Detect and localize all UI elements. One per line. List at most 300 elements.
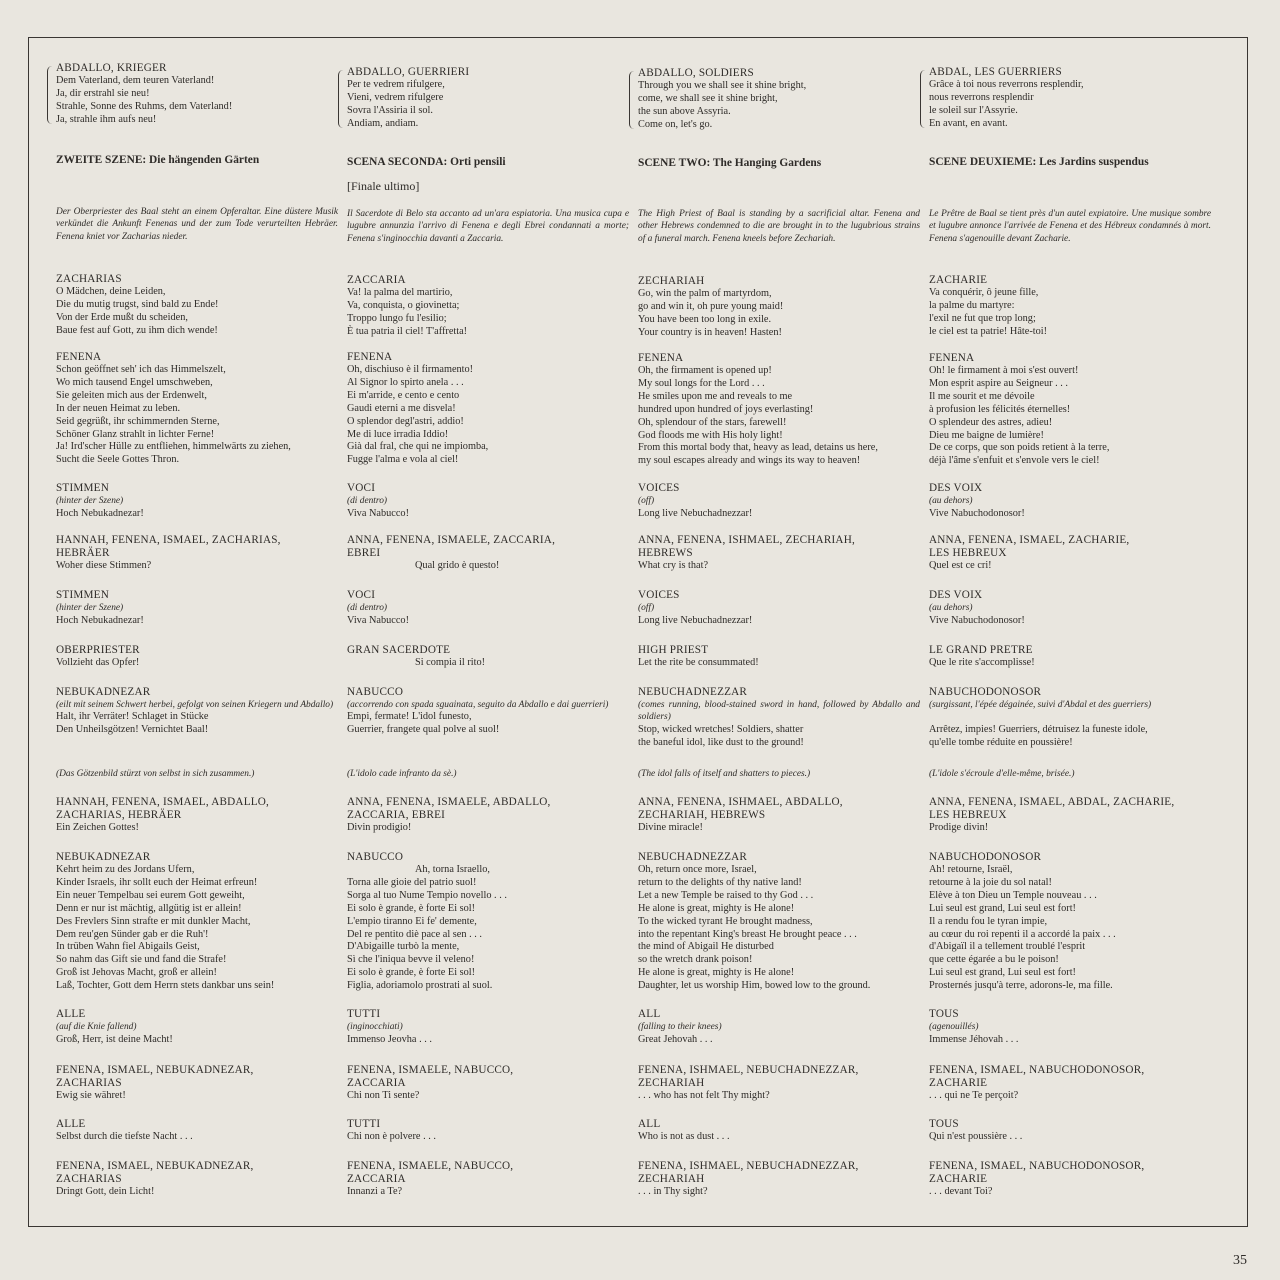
verse-line: Quel est ce cri!: [929, 560, 992, 571]
speech-block: [638, 851, 920, 993]
verse-line: come, we shall see it shine bright,: [638, 92, 778, 104]
verse-line: Divin prodigio!: [347, 822, 412, 833]
speech-block: [929, 1064, 1211, 1103]
stage-direction: Der Oberpriester des Baal steht an einem Opferaltar. Eine düstere Musik verkündet die Ankunft Fenenas und der zum Tode verurteilten Hebräer. Fenena kniet vor Zacharias nieder.: [56, 207, 338, 242]
speaker-name: NABUCHODONOSOR: [929, 851, 1042, 863]
speech-block: [56, 62, 338, 127]
speaker-name: ABDALLO, KRIEGER: [56, 62, 167, 74]
speaker-name: FENENA, ISMAEL, NEBUKADNEZAR,: [56, 1064, 254, 1076]
stage-direction: (comes running, blood-stained sword in hand, followed by Abdallo and soldiers): [638, 700, 920, 723]
speech-block: [929, 851, 1211, 993]
speaker-name: HANNAH, FENENA, ISMAEL, ZACHARIAS,: [56, 534, 281, 546]
speaker-name: ANNA, FENENA, ISMAEL, ABDAL, ZACHARIE,: [929, 796, 1175, 808]
stage-direction: (Das Götzenbild stürzt von selbst in sich zusammen.): [56, 769, 255, 779]
verse-line: Ei m'arride, e cento e cento: [347, 389, 460, 401]
speaker-name: NEBUCHADNEZZAR: [638, 686, 748, 698]
verse-line: . . . qui ne Te perçoit?: [929, 1090, 1019, 1101]
speaker-name: HIGH PRIEST: [638, 644, 709, 656]
verse-line: In trüben Wahn fiel Abigails Geist,: [56, 941, 200, 953]
verse-line: Come on, let's go.: [638, 118, 713, 130]
speech-block: [638, 352, 920, 468]
speech-block: [638, 589, 920, 628]
speech-block: [638, 1118, 920, 1144]
verse-line: Sie geleiten mich aus der Erdenwelt,: [56, 389, 207, 401]
verse-line: Al Signor lo spirto anela . . .: [347, 376, 464, 388]
scene-heading: ZWEITE SZENE: Die hängenden Gärten: [56, 154, 260, 166]
verse-line: Let a new Temple be raised to thy God . . .: [638, 889, 814, 901]
speech-block: [347, 644, 629, 670]
finale-label: [Finale ultimo]: [347, 179, 420, 193]
speech-block: [56, 1118, 338, 1144]
speaker-name: TOUS: [929, 1118, 959, 1130]
speech-block: [638, 1064, 920, 1103]
stage-direction: (surgissant, l'épée dégainée, suivi d'Abdal et des guerriers): [929, 700, 1152, 710]
speech-block: [929, 1160, 1211, 1199]
verse-line: qu'elle tombe réduite en poussière!: [929, 737, 1073, 749]
verse-line: Andiam, andiam.: [347, 117, 419, 129]
verse-line: O splendeur des astres, adieu!: [929, 416, 1053, 428]
speech-block: [347, 1064, 629, 1103]
speaker-name: ANNA, FENENA, ISMAELE, ABDALLO,: [347, 796, 551, 808]
verse-line: nous reverrons resplendir: [929, 91, 1034, 103]
verse-line: Oh, dischiuso è il firmamento!: [347, 364, 474, 375]
speaker-name: DES VOIX: [929, 589, 983, 601]
speech-block: [347, 534, 629, 573]
verse-line: Hoch Nebukadnezar!: [56, 507, 144, 519]
verse-line: Troppo lungo fu l'esilio;: [347, 312, 447, 324]
verse-line: Stop, wicked wretches! Soldiers, shatter: [638, 723, 804, 735]
speaker-name: VOICES: [638, 589, 680, 601]
verse-line: Vive Nabuchodonosor!: [929, 614, 1025, 626]
verse-line: Woher diese Stimmen?: [56, 560, 152, 571]
verse-line: d'Abigaïl il a tellement troublé l'esprit: [929, 941, 1086, 953]
verse-line: Groß ist Jehovas Macht, groß er allein!: [56, 967, 217, 979]
verse-line: Qui n'est poussière . . .: [929, 1131, 1023, 1142]
speech-block: [56, 644, 338, 670]
verse-line: Baue fest auf Gott, zu ihm dich wende!: [56, 324, 218, 336]
stage-direction: (eilt mit seinem Schwert herbei, gefolgt von seinen Kriegern und Abdallo): [56, 700, 334, 710]
speech-block: [638, 1008, 920, 1047]
speaker-name: VOCI: [347, 482, 376, 494]
stage-direction: (inginocchiati): [347, 1022, 403, 1032]
verse-line: le soleil sur l'Assyrie.: [929, 104, 1018, 116]
verse-line: Arrêtez, impies! Guerriers, détruisez la funeste idole,: [929, 724, 1148, 736]
stage-line-block: [638, 768, 920, 781]
speaker-name: ABDALLO, GUERRIERI: [347, 66, 470, 78]
verse-line: Great Jehovah . . .: [638, 1033, 713, 1045]
scene-block: [638, 157, 920, 170]
verse-line: Schöner Glanz strahlt in lichter Ferne!: [56, 428, 215, 440]
verse-line: He alone is great, mighty is He alone!: [638, 902, 795, 914]
speech-block: [347, 274, 629, 339]
speech-block: [638, 275, 920, 340]
stage-direction: (di dentro): [347, 603, 388, 613]
speaker-name: ANNA, FENENA, ISHMAEL, ZECHARIAH,: [638, 534, 855, 546]
verse-line: Ah! retourne, Israël,: [929, 864, 1013, 875]
speaker-name: NABUCCO: [347, 851, 404, 863]
speech-block: [56, 851, 338, 993]
verse-line: Lui seul est grand, Lui seul est fort!: [929, 967, 1076, 979]
speaker-name: LES HEBREUX: [929, 809, 1007, 821]
stage-direction: (di dentro): [347, 496, 388, 506]
verse-line: So nahm das Gift sie und fand die Strafe!: [56, 954, 227, 966]
verse-line: Daughter, let us worship Him, bowed low to the ground.: [638, 980, 871, 992]
speech-block: [929, 1008, 1211, 1047]
verse-line: Oh, return once more, Israel,: [638, 864, 757, 875]
verse-line: Viva Nabucco!: [347, 507, 409, 519]
direction-block: [638, 208, 920, 245]
verse-line: Il me sourit et me dévoile: [929, 390, 1035, 402]
speaker-name: HEBREWS: [638, 547, 693, 559]
verse-line: Me di luce irradia Iddio!: [347, 428, 449, 440]
verse-line: Guerrier, frangete qual polve al suol!: [347, 724, 500, 736]
speech-block: [56, 686, 338, 737]
verse-line: à profusion les félicités éternelles!: [929, 403, 1071, 415]
verse-line: . . . in Thy sight?: [638, 1186, 708, 1197]
speech-block: [347, 589, 629, 628]
finale-block: [347, 180, 629, 193]
verse-line: Vive Nabuchodonosor!: [929, 507, 1025, 519]
verse-line: Dem reu'gen Sünder gab er die Ruh'!: [56, 928, 209, 940]
verse-line: la palme du martyre:: [929, 299, 1015, 311]
stage-direction: (The idol falls of itself and shatters to pieces.): [638, 769, 811, 779]
speaker-name: ZACCARIA: [347, 274, 406, 286]
verse-line: Schon geöffnet seh' ich das Himmelszelt,: [56, 364, 226, 375]
speech-block: [56, 351, 338, 467]
verse-line: Groß, Herr, ist deine Macht!: [56, 1033, 173, 1045]
speech-block: [347, 686, 629, 737]
verse-line: He alone is great, mighty is He alone!: [638, 967, 795, 979]
stage-direction: (off): [638, 496, 655, 506]
speech-block: [638, 686, 920, 750]
verse-line: Mon esprit aspire au Seigneur . . .: [929, 377, 1068, 389]
speaker-name: FENENA, ISHMAEL, NEBUCHADNEZZAR,: [638, 1064, 859, 1076]
speaker-name: NEBUKADNEZAR: [56, 851, 151, 863]
verse-line: Denn er nur ist mächtig, allgütig ist er allein!: [56, 902, 242, 914]
verse-line: Prodige divin!: [929, 822, 989, 833]
stage-direction: (agenouillés): [929, 1022, 979, 1032]
scene-heading: SCENE DEUXIEME: Les Jardins suspendus: [929, 156, 1149, 168]
verse-line: L'empio tiranno Ei fe' demente,: [347, 915, 477, 927]
stage-direction: (L'idolo cade infranto da sè.): [347, 769, 457, 779]
verse-line: Go, win the palm of martyrdom,: [638, 288, 772, 299]
verse-line: Vollzieht das Opfer!: [56, 657, 140, 668]
verse-line: Va! la palma del martirio,: [347, 287, 453, 298]
speaker-name: ZACHARIAS: [56, 1173, 122, 1185]
speaker-name: FENENA, ISHMAEL, NEBUCHADNEZZAR,: [638, 1160, 859, 1172]
speech-block: [347, 851, 629, 993]
speaker-name: ALLE: [56, 1118, 86, 1130]
verse-line: Ja, strahle ihm aufs neu!: [56, 113, 157, 125]
speaker-name: ZACHARIE: [929, 274, 988, 286]
spacer: [929, 711, 1211, 724]
speech-block: [638, 534, 920, 573]
verse-line: Chi non è polvere . . .: [347, 1131, 436, 1142]
verse-line: Oh, splendour of the stars, farewell!: [638, 416, 787, 428]
verse-line: . . . who has not felt Thy might?: [638, 1090, 770, 1101]
speaker-name: ABDAL, LES GUERRIERS: [929, 66, 1062, 78]
speaker-name: TUTTI: [347, 1008, 381, 1020]
speaker-name: FENENA: [929, 352, 975, 364]
speech-block: [638, 1160, 920, 1199]
speech-block: [638, 67, 920, 132]
speaker-name: ZACHARIE: [929, 1173, 988, 1185]
speaker-name: VOICES: [638, 482, 680, 494]
verse-line: Kinder Israels, ihr sollt euch der Heimat erfreun!: [56, 876, 258, 888]
speech-block: [347, 66, 629, 131]
speaker-name: LE GRAND PRETRE: [929, 644, 1033, 656]
verse-line: so the wretch drank poison!: [638, 954, 753, 966]
scene-heading: SCENA SECONDA: Orti pensili: [347, 156, 506, 168]
verse-line: into the repentant King's breast He brought peace . . .: [638, 928, 857, 940]
stage-line-block: [347, 768, 629, 781]
speaker-name: ZACHARIE: [929, 1077, 988, 1089]
verse-line: Ei solo è grande, è forte Ei sol!: [347, 902, 476, 914]
speech-block: [56, 1008, 338, 1047]
verse-line: Your country is in heaven! Hasten!: [638, 326, 782, 338]
verse-line: My soul longs for the Lord . . .: [638, 377, 765, 389]
speaker-name: FENENA, ISMAELE, NABUCCO,: [347, 1064, 514, 1076]
verse-line: En avant, en avant.: [929, 117, 1008, 129]
verse-line: Dieu me baigne de lumière!: [929, 429, 1044, 441]
speaker-name: ABDALLO, SOLDIERS: [638, 67, 754, 79]
speaker-name: VOCI: [347, 589, 376, 601]
verse-line: Let the rite be consummated!: [638, 657, 759, 668]
speech-block: [347, 482, 629, 521]
verse-line: hundred upon hundred of joys everlasting!: [638, 403, 814, 415]
verse-line: Gaudi eterni a me disvela!: [347, 402, 456, 414]
verse-line: Long live Nebuchadnezzar!: [638, 507, 753, 519]
verse-line: . . . devant Toi?: [929, 1186, 993, 1197]
verse-line: Long live Nebuchadnezzar!: [638, 614, 753, 626]
speech-block: [929, 796, 1211, 835]
speaker-name: ZECHARIAH, HEBREWS: [638, 809, 766, 821]
speaker-name: ZACHARIAS: [56, 1077, 122, 1089]
verse-line: You have been too long in exile.: [638, 313, 772, 325]
speaker-name: LES HEBREUX: [929, 547, 1007, 559]
verse-line: Halt, ihr Verräter! Schlaget in Stücke: [56, 711, 209, 723]
speech-block: [638, 482, 920, 521]
page-number: 35: [1233, 1253, 1247, 1268]
verse-line: Elève à ton Dieu un Temple nouveau . . .: [929, 889, 1097, 901]
verse-line: Oh, the firmament is opened up!: [638, 365, 772, 376]
verse-line: Den Unheilsgötzen! Vernichtet Baal!: [56, 724, 209, 736]
verse-line: l'exil ne fut que trop long;: [929, 312, 1036, 324]
direction-block: [56, 206, 338, 243]
verse-line: Strahle, Sonne des Ruhms, dem Vaterland!: [56, 100, 233, 112]
verse-line: What cry is that?: [638, 560, 709, 571]
speaker-name: NEBUCHADNEZZAR: [638, 851, 748, 863]
speech-block: [929, 589, 1211, 628]
scene-block: [56, 154, 338, 167]
verse-line: Ja, dir erstrahl sie neu!: [56, 87, 150, 99]
verse-line: Vieni, vedrem rifulgere: [347, 91, 444, 103]
verse-line: the baneful idol, like dust to the ground!: [638, 736, 804, 748]
speech-block: [929, 534, 1211, 573]
verse-line: Ah, torna Israello,: [415, 864, 490, 875]
verse-line: Ein Zeichen Gottes!: [56, 822, 139, 833]
stage-direction: (L'idole s'écroule d'elle-même, brisée.): [929, 769, 1075, 779]
verse-line: Immenso Jeovha . . .: [347, 1033, 432, 1045]
speech-block: [56, 1064, 338, 1103]
verse-line: Kehrt heim zu des Jordans Ufern,: [56, 864, 195, 875]
speech-block: [347, 1118, 629, 1144]
verse-line: Laß, Tochter, Gott dem Herrn stets dankbar uns sein!: [56, 980, 275, 992]
verse-line: Sovra l'Assiria il sol.: [347, 104, 433, 116]
speaker-name: STIMMEN: [56, 589, 109, 601]
verse-line: go and win it, oh pure young maid!: [638, 300, 784, 312]
speaker-name: DES VOIX: [929, 482, 983, 494]
stage-direction: (off): [638, 603, 655, 613]
stage-direction: (au dehors): [929, 603, 973, 613]
verse-line: Ewig sie währet!: [56, 1090, 126, 1101]
speech-block: [56, 796, 338, 835]
brace-mark: [629, 71, 635, 129]
verse-line: To the wicked tyrant He brought madness,: [638, 915, 813, 927]
speaker-name: FENENA: [347, 351, 393, 363]
stage-direction: The High Priest of Baal is standing by a sacrificial altar. Fenena and other Hebrews condemned to die are brought in to the lugubrious strains of a funeral march. Fenena kneels before Zechariah.: [638, 209, 920, 244]
verse-line: Von der Erde mußt du scheiden,: [56, 311, 188, 323]
speech-block: [929, 644, 1211, 670]
verse-line: Sucht die Seele Gottes Thron.: [56, 454, 180, 466]
speaker-name: ANNA, FENENA, ISHMAEL, ABDALLO,: [638, 796, 843, 808]
verse-line: the mind of Abigail He disturbed: [638, 941, 774, 953]
stage-direction: Il Sacerdote di Belo sta accanto ad un'ara espiatoria. Una musica cupa e lugubre annunzia l'arrivo di Fenena e degli Ebrei condannati a morte; Fenena s'inginocchia davanti a Zaccaria.: [347, 209, 629, 244]
speaker-name: ZACCARIA: [347, 1077, 406, 1089]
speaker-name: FENENA: [638, 352, 684, 364]
speaker-name: TUTTI: [347, 1118, 381, 1130]
speaker-name: OBERPRIESTER: [56, 644, 140, 656]
verse-line: Dem Vaterland, dem teuren Vaterland!: [56, 75, 215, 86]
scene-heading: SCENE TWO: The Hanging Gardens: [638, 157, 822, 169]
verse-line: Va conquérir, ô jeune fille,: [929, 287, 1039, 298]
stage-direction: (hinter der Szene): [56, 603, 124, 613]
verse-line: Sì che l'iniqua bevve il veleno!: [347, 954, 475, 966]
verse-line: Prosternés jusqu'à terre, adorons-le, ma fille.: [929, 980, 1113, 992]
stage-line-block: [56, 768, 338, 781]
verse-line: Lui seul est grand, Lui seul est fort!: [929, 902, 1076, 914]
verse-line: return to the delights of thy native land!: [638, 876, 802, 888]
speech-block: [56, 273, 338, 338]
stage-direction: (auf die Knie fallend): [56, 1022, 137, 1032]
speech-block: [929, 352, 1211, 468]
verse-line: Divine miracle!: [638, 822, 703, 833]
verse-line: Through you we shall see it shine bright,: [638, 80, 807, 91]
speaker-name: FENENA, ISMAEL, NABUCHODONOSOR,: [929, 1160, 1145, 1172]
speech-block: [929, 482, 1211, 521]
speech-block: [56, 534, 338, 573]
verse-line: In der neuen Heimat zu leben.: [56, 402, 181, 414]
speaker-name: ZECHARIAH: [638, 1173, 705, 1185]
verse-line: O splendor degl'astri, addio!: [347, 415, 464, 427]
speaker-name: ZECHARIAH: [638, 275, 705, 287]
brace-mark: [920, 70, 926, 128]
speech-block: [638, 796, 920, 835]
verse-line: Viva Nabucco!: [347, 614, 409, 626]
verse-line: Ei solo è grande, è forte Ei sol!: [347, 967, 476, 979]
speech-block: [347, 1008, 629, 1047]
verse-line: Who is not as dust . . .: [638, 1131, 730, 1142]
speaker-name: NEBUKADNEZAR: [56, 686, 151, 698]
speaker-name: HANNAH, FENENA, ISMAEL, ABDALLO,: [56, 796, 270, 808]
speaker-name: STIMMEN: [56, 482, 109, 494]
speaker-name: NABUCHODONOSOR: [929, 686, 1042, 698]
speech-block: [929, 1118, 1211, 1144]
verse-line: Il a rendu fou le tyran impie,: [929, 915, 1048, 927]
speaker-name: FENENA, ISMAEL, NABUCHODONOSOR,: [929, 1064, 1145, 1076]
brace-mark: [338, 70, 344, 128]
verse-line: Wo mich tausend Engel umschweben,: [56, 376, 213, 388]
verse-line: my soul escapes already and wings its way to heaven!: [638, 455, 861, 467]
verse-line: the sun above Assyria.: [638, 105, 731, 117]
direction-block: [929, 208, 1211, 245]
speaker-name: ZECHARIAH: [638, 1077, 705, 1089]
verse-line: Ein neuer Tempelbau sei eurem Gott geweiht,: [56, 889, 245, 901]
stage-direction: (hinter der Szene): [56, 496, 124, 506]
verse-line: Qual grido è questo!: [415, 560, 500, 571]
verse-line: Seid gegrüßt, ihr schimmernden Sterne,: [56, 415, 220, 427]
verse-line: que cette égarée a bu le poison!: [929, 954, 1059, 966]
stage-line-block: [929, 768, 1211, 781]
verse-line: retourne à la joie du sol natal!: [929, 876, 1052, 888]
verse-line: Già dal fral, che qui ne impiomba,: [347, 441, 489, 453]
speaker-name: EBREI: [347, 547, 381, 559]
speaker-name: TOUS: [929, 1008, 959, 1020]
speaker-name: FENENA, ISMAEL, NEBUKADNEZAR,: [56, 1160, 254, 1172]
speaker-name: ZACHARIAS, HEBRÄER: [56, 809, 182, 821]
speech-block: [638, 644, 920, 670]
speaker-name: HEBRÄER: [56, 547, 110, 559]
verse-line: He smiles upon me and reveals to me: [638, 390, 793, 402]
verse-line: Die du mutig trugst, sind bald zu Ende!: [56, 298, 219, 310]
speech-block: [929, 274, 1211, 339]
speaker-name: ALL: [638, 1008, 661, 1020]
verse-line: O Mädchen, deine Leiden,: [56, 286, 166, 297]
verse-line: Hoch Nebukadnezar!: [56, 614, 144, 626]
verse-line: Sorga al tuo Nume Tempio novello . . .: [347, 889, 507, 901]
verse-line: Immense Jéhovah . . .: [929, 1033, 1019, 1045]
speaker-name: ANNA, FENENA, ISMAELE, ZACCARIA,: [347, 534, 556, 546]
speaker-name: ALLE: [56, 1008, 86, 1020]
verse-line: Si compia il rito!: [415, 657, 486, 668]
verse-line: Innanzi a Te?: [347, 1186, 403, 1197]
verse-line: le ciel est ta patrie! Hâte-toi!: [929, 325, 1048, 337]
verse-line: Figlia, adoriamolo prostrati al suol.: [347, 980, 493, 992]
stage-direction: Le Prêtre de Baal se tient près d'un autel expiatoire. Une musique sombre et lugubre annonce l'arrivée de Fenena et des Hébreux condamnés à mort. Fenena s'agenouille devant Zacharie.: [929, 209, 1211, 244]
verse-line: Chi non Ti sente?: [347, 1090, 420, 1101]
verse-line: Va, conquista, o giovinetta;: [347, 299, 460, 311]
speech-block: [347, 1160, 629, 1199]
verse-line: Oh! le firmament à moi s'est ouvert!: [929, 365, 1079, 376]
verse-line: Dringt Gott, dein Licht!: [56, 1186, 155, 1197]
verse-line: De ce corps, que son poids retient à la terre,: [929, 442, 1110, 454]
verse-line: au cœur du roi repenti il a accordé la paix . . .: [929, 928, 1116, 940]
verse-line: From this mortal body that, heavy as lead, detains us here,: [638, 442, 878, 454]
verse-line: D'Abigaille turbò la mente,: [347, 941, 460, 953]
speech-block: [929, 66, 1211, 131]
speaker-name: ZACHARIAS: [56, 273, 122, 285]
speaker-name: NABUCCO: [347, 686, 404, 698]
verse-line: Per te vedrem rifulgere,: [347, 79, 445, 90]
speech-block: [56, 1160, 338, 1199]
speech-block: [56, 482, 338, 521]
scene-block: [929, 156, 1211, 169]
verse-line: Des Frevlers Sinn strafte er mit dunkler Macht,: [56, 915, 251, 927]
speech-block: [56, 589, 338, 628]
verse-line: Fugge l'alma e vola al ciel!: [347, 454, 459, 466]
speech-block: [929, 686, 1211, 750]
speech-block: [347, 796, 629, 835]
